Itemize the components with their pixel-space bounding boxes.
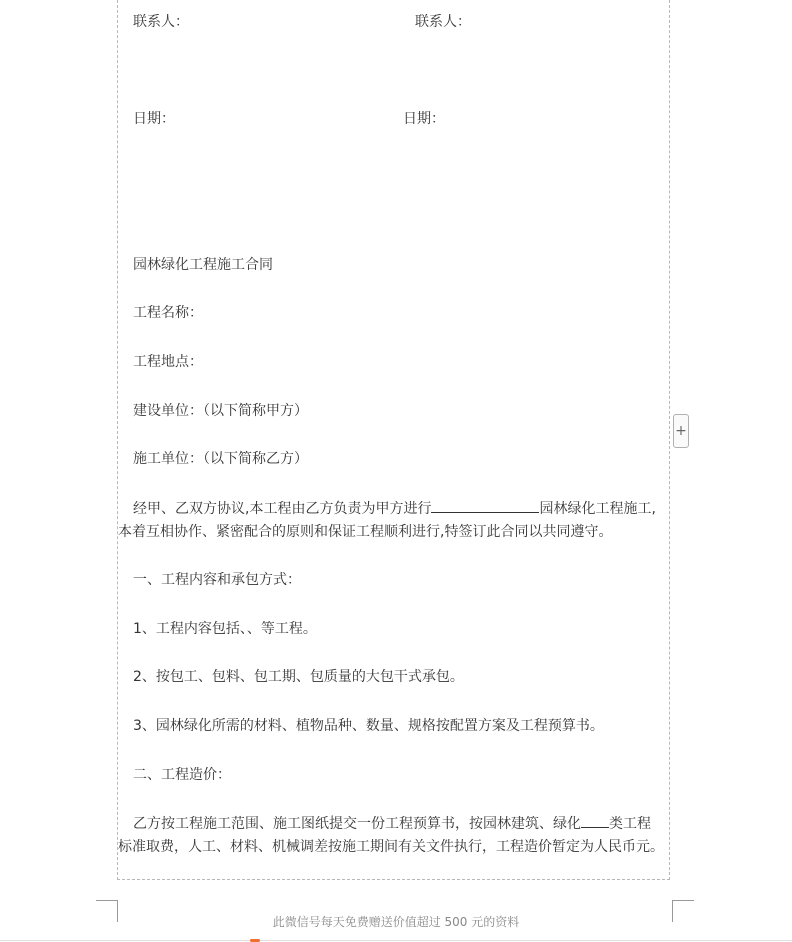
add-button[interactable]: + — [673, 414, 689, 448]
section2-paragraph-line1 — [133, 813, 651, 834]
date-right-label: 日期： — [403, 111, 445, 127]
footer-note: 此微信号每天免费赠送价值超过 500 元的资料 — [272, 915, 520, 929]
page-boundary — [117, 0, 670, 880]
intro-text-part1: 经甲、乙双方协议,本工程由乙方负责为甲方进行 — [133, 501, 432, 517]
project-location-field: 工程地点： — [133, 354, 203, 370]
section2-text-part2: 类工程 — [609, 816, 651, 832]
date-left-label: 日期： — [133, 111, 175, 127]
contact-right-label: 联系人： — [415, 14, 471, 30]
section1-item3: 3、园林绿化所需的材料、植物品种、数量、规格按配置方案及工程预算书。 — [133, 718, 604, 734]
category-blank — [581, 813, 609, 828]
project-blank — [431, 498, 539, 513]
project-name-field: 工程名称： — [133, 305, 203, 321]
contact-left-label: 联系人： — [133, 14, 189, 30]
contract-title: 园林绿化工程施工合同 — [133, 257, 273, 273]
party-b-field: 施工单位：（以下简称乙方） — [133, 451, 308, 467]
section1-heading: 一、工程内容和承包方式： — [133, 572, 301, 588]
section1-item1: 1、工程内容包括、、等工程。 — [133, 621, 317, 637]
intro-paragraph-line1 — [133, 498, 656, 519]
intro-text-part2: 园林绿化工程施工, — [539, 501, 656, 517]
party-a-field: 建设单位：（以下简称甲方） — [133, 403, 308, 419]
intro-paragraph-line2: 本着互相协作、紧密配合的原则和保证工程顺利进行,特签订此合同以共同遵守。 — [118, 524, 613, 540]
bottom-divider — [0, 940, 792, 941]
section2-text-part1: 乙方按工程施工范围、施工图纸提交一份工程预算书，按园林建筑、绿化 — [133, 816, 581, 832]
section2-heading: 二、工程造价： — [133, 767, 231, 783]
section2-paragraph-line2: 标准取费，人工、材料、机械调差按施工期间有关文件执行，工程造价暂定为人民币元。 — [118, 839, 664, 855]
section1-item2: 2、按包工、包料、包工期、包质量的大包干式承包。 — [133, 669, 464, 685]
